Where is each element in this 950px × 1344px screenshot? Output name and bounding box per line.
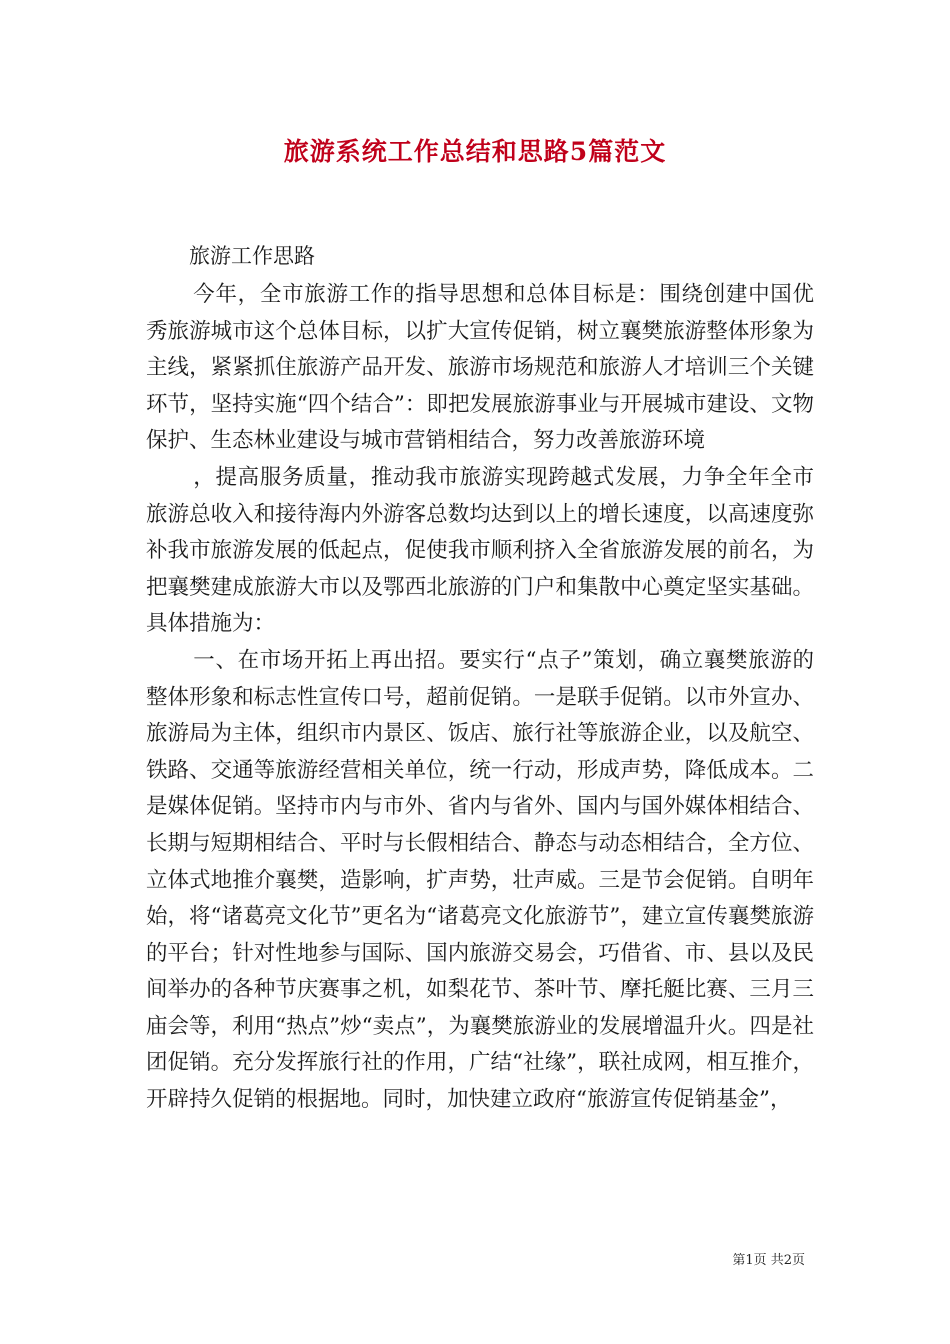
section-subheading: 旅游工作思路	[189, 244, 315, 268]
document-body	[146, 277, 814, 1119]
page-number: 第1页 共2页	[732, 1253, 805, 1268]
paragraph: ，提高服务质量，推动我市旅游实现跨越式发展，力争全年全市旅游总收入和接待海内外游客总数均达到以上的增长速度，以高速度弥补我市旅游发展的低起点，促使我市顺利挤入全省旅游发展的前名，为把襄樊建成旅游大市以及鄂西北旅游的门户和集散中心奠定坚实基础。具体措施为：	[146, 464, 814, 637]
paragraph: 今年，全市旅游工作的指导思想和总体目标是：围绕创建中国优秀旅游城市这个总体目标，以扩大宣传促销，树立襄樊旅游整体形象为主线，紧紧抓住旅游产品开发、旅游市场规范和旅游人才培训三个关键环节，坚持实施“四个结合”：即把发展旅游事业与开展城市建设、文物保护、生态林业建设与城市营销相结合，努力改善旅游环境	[146, 282, 814, 454]
paragraph: 一、在市场开拓上再出招。要实行“点子”策划，确立襄樊旅游的整体形象和标志性宣传口号，超前促销。一是联手促销。以市外宣办、旅游局为主体，组织市内景区、饭店、旅行社等旅游企业，以及航空、铁路、交通等旅游经营相关单位，统一行动，形成声势，降低成本。二是媒体促销。坚持市内与市外、省内与省外、国内与国外媒体相结合、长期与短期相结合、平时与长假相结合、静态与动态相结合，全方位、立体式地推介襄樊，造影响，扩声势，壮声威。三是节会促销。自明年始，将“诸葛亮文化节”更名为“诸葛亮文化旅游节”，建立宣传襄樊旅游的平台；针对性地参与国际、国内旅游交易会，巧借省、市、县以及民间举办的各种节庆赛事之机，如梨花节、茶叶节、摩托艇比赛、三月三庙会等，利用“热点”炒“卖点”，为襄樊旅游业的发展增温升火。四是社团促销。充分发挥旅行社的作用，广结“社缘”，联社成网，相互推介，开辟持久促销的根据地。同时，加快建立政府“旅游宣传促销基金”，	[146, 647, 814, 1113]
document-title: 旅游系统工作总结和思路5篇范文	[283, 137, 667, 166]
